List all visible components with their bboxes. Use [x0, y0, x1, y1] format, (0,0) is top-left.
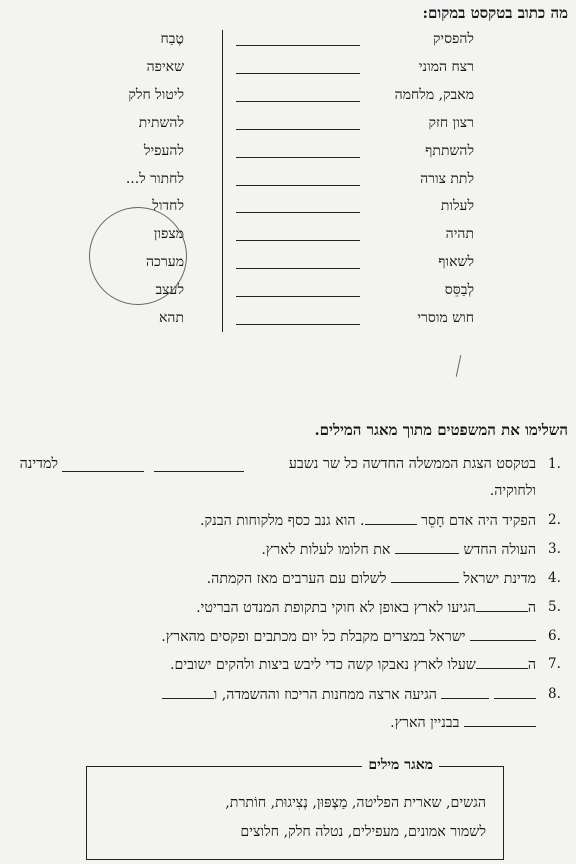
- circle-mark: [89, 207, 187, 305]
- sentence-8-cont: בבניין הארץ.: [390, 714, 536, 732]
- blank[interactable]: [464, 714, 536, 727]
- blank[interactable]: [470, 628, 536, 641]
- answer-line[interactable]: [236, 73, 360, 74]
- sentence-number: 2.: [548, 512, 561, 528]
- blank[interactable]: [441, 686, 489, 699]
- text-word: לעצב: [155, 282, 184, 299]
- sentence-number: 7.: [548, 656, 561, 672]
- text-word: להשתית: [138, 114, 184, 131]
- answer-line[interactable]: [236, 240, 360, 241]
- sentence-3: העולה החדש את חלומו לעלות לארץ.: [261, 542, 536, 558]
- definition-phrase: רצח המוני: [418, 58, 474, 75]
- text-word: שאיפה: [146, 58, 184, 75]
- definition-phrase: לעלות: [440, 198, 474, 215]
- definition-phrase: רצון חזק: [428, 114, 474, 131]
- blank[interactable]: [476, 599, 528, 612]
- sentence-1-end: למדינה: [19, 456, 58, 472]
- definition-phrase: תהיה: [445, 226, 474, 243]
- sentence-number: 8.: [548, 686, 561, 702]
- text-word: ליטול חלק: [128, 86, 184, 103]
- definition-phrase: מאבק, מלחמה: [394, 86, 474, 103]
- blank[interactable]: [62, 459, 144, 472]
- text-word: להעפיל: [143, 142, 184, 159]
- text-word: מערכה: [146, 254, 184, 271]
- answer-line[interactable]: [236, 268, 360, 269]
- sentence-1-cont: ולחוקיה.: [489, 483, 536, 499]
- sentence-5: ההגיעו לארץ באופן לא חוקי בתקופת המנדט הבריטי.: [196, 600, 536, 616]
- text-word: תהא: [159, 310, 184, 326]
- text-word: לחתור ל...: [125, 170, 184, 187]
- blank[interactable]: [395, 541, 459, 554]
- sentence-6: ישראל במצרים מקבלת כל יום מכתבים ופקסים מהארץ.: [161, 628, 536, 646]
- sentence-number: 1.: [548, 456, 561, 472]
- pen-mark: [456, 355, 462, 377]
- definition-phrase: לְבַסֵּס: [444, 282, 474, 299]
- definition-phrase: להפסיק: [432, 31, 474, 47]
- answer-line[interactable]: [236, 185, 360, 186]
- definition-phrase: לתת צורה: [420, 170, 474, 187]
- definition-phrase: חוש מוסרי: [417, 310, 474, 326]
- blank[interactable]: [476, 656, 528, 669]
- word-bank-line-2: לשמור אמונים, מעפילים, נטלה חלק, חלוצים: [240, 824, 486, 840]
- word-bank-title: מאגר מילים: [362, 757, 439, 774]
- blank[interactable]: [154, 459, 244, 472]
- column-divider: [222, 30, 223, 332]
- sentence-number: 5.: [548, 599, 561, 615]
- definition-phrase: להשתתף: [425, 142, 474, 159]
- sentence-8: הגיעה ארצה ממחנות הריכוז וההשמדה, ו: [162, 686, 536, 704]
- word-bank-box: [86, 766, 504, 860]
- sentence-2: הפקיד היה אדם חָסֵר . הוא גנב כסף מלקוחות הבנק.: [200, 513, 536, 529]
- blank[interactable]: [494, 686, 536, 699]
- answer-line[interactable]: [236, 45, 360, 46]
- answer-line[interactable]: [236, 129, 360, 130]
- section-title-complete: השלימו את המשפטים מתוך מאגר המילים.: [314, 421, 568, 439]
- sentence-7: השעלו לארץ נאבקו קשה כדי ליבש ביצות ולהקים ישובים.: [170, 657, 536, 673]
- text-word: לחדול: [152, 198, 184, 215]
- text-word: מצפון: [153, 226, 184, 243]
- blank[interactable]: [391, 570, 459, 583]
- sentence-number: 6.: [548, 628, 561, 644]
- word-bank-line-1: הגשים, שארית הפליטה, מַצְפּוּן, נְצִיגוּת, חוֹתרת,: [225, 795, 486, 811]
- answer-line[interactable]: [236, 324, 360, 325]
- sentence-4: מדינת ישראל לשלום עם הערבים מאז הקמתה.: [206, 571, 536, 587]
- sentence-1: בטקסט הצגת הממשלה החדשה כל שר נשבע: [288, 456, 536, 472]
- blank[interactable]: [162, 686, 214, 699]
- answer-line[interactable]: [236, 296, 360, 297]
- answer-line[interactable]: [236, 101, 360, 102]
- answer-line[interactable]: [236, 157, 360, 158]
- definition-phrase: לשאוף: [438, 254, 474, 271]
- sentence-number: 4.: [548, 570, 561, 586]
- sentence-number: 3.: [548, 541, 561, 557]
- blank[interactable]: [365, 512, 417, 525]
- answer-line[interactable]: [236, 212, 360, 213]
- section-title-definitions: מה כתוב בטקסט במקום:: [422, 4, 568, 22]
- text-word: טֶבַח: [160, 31, 184, 47]
